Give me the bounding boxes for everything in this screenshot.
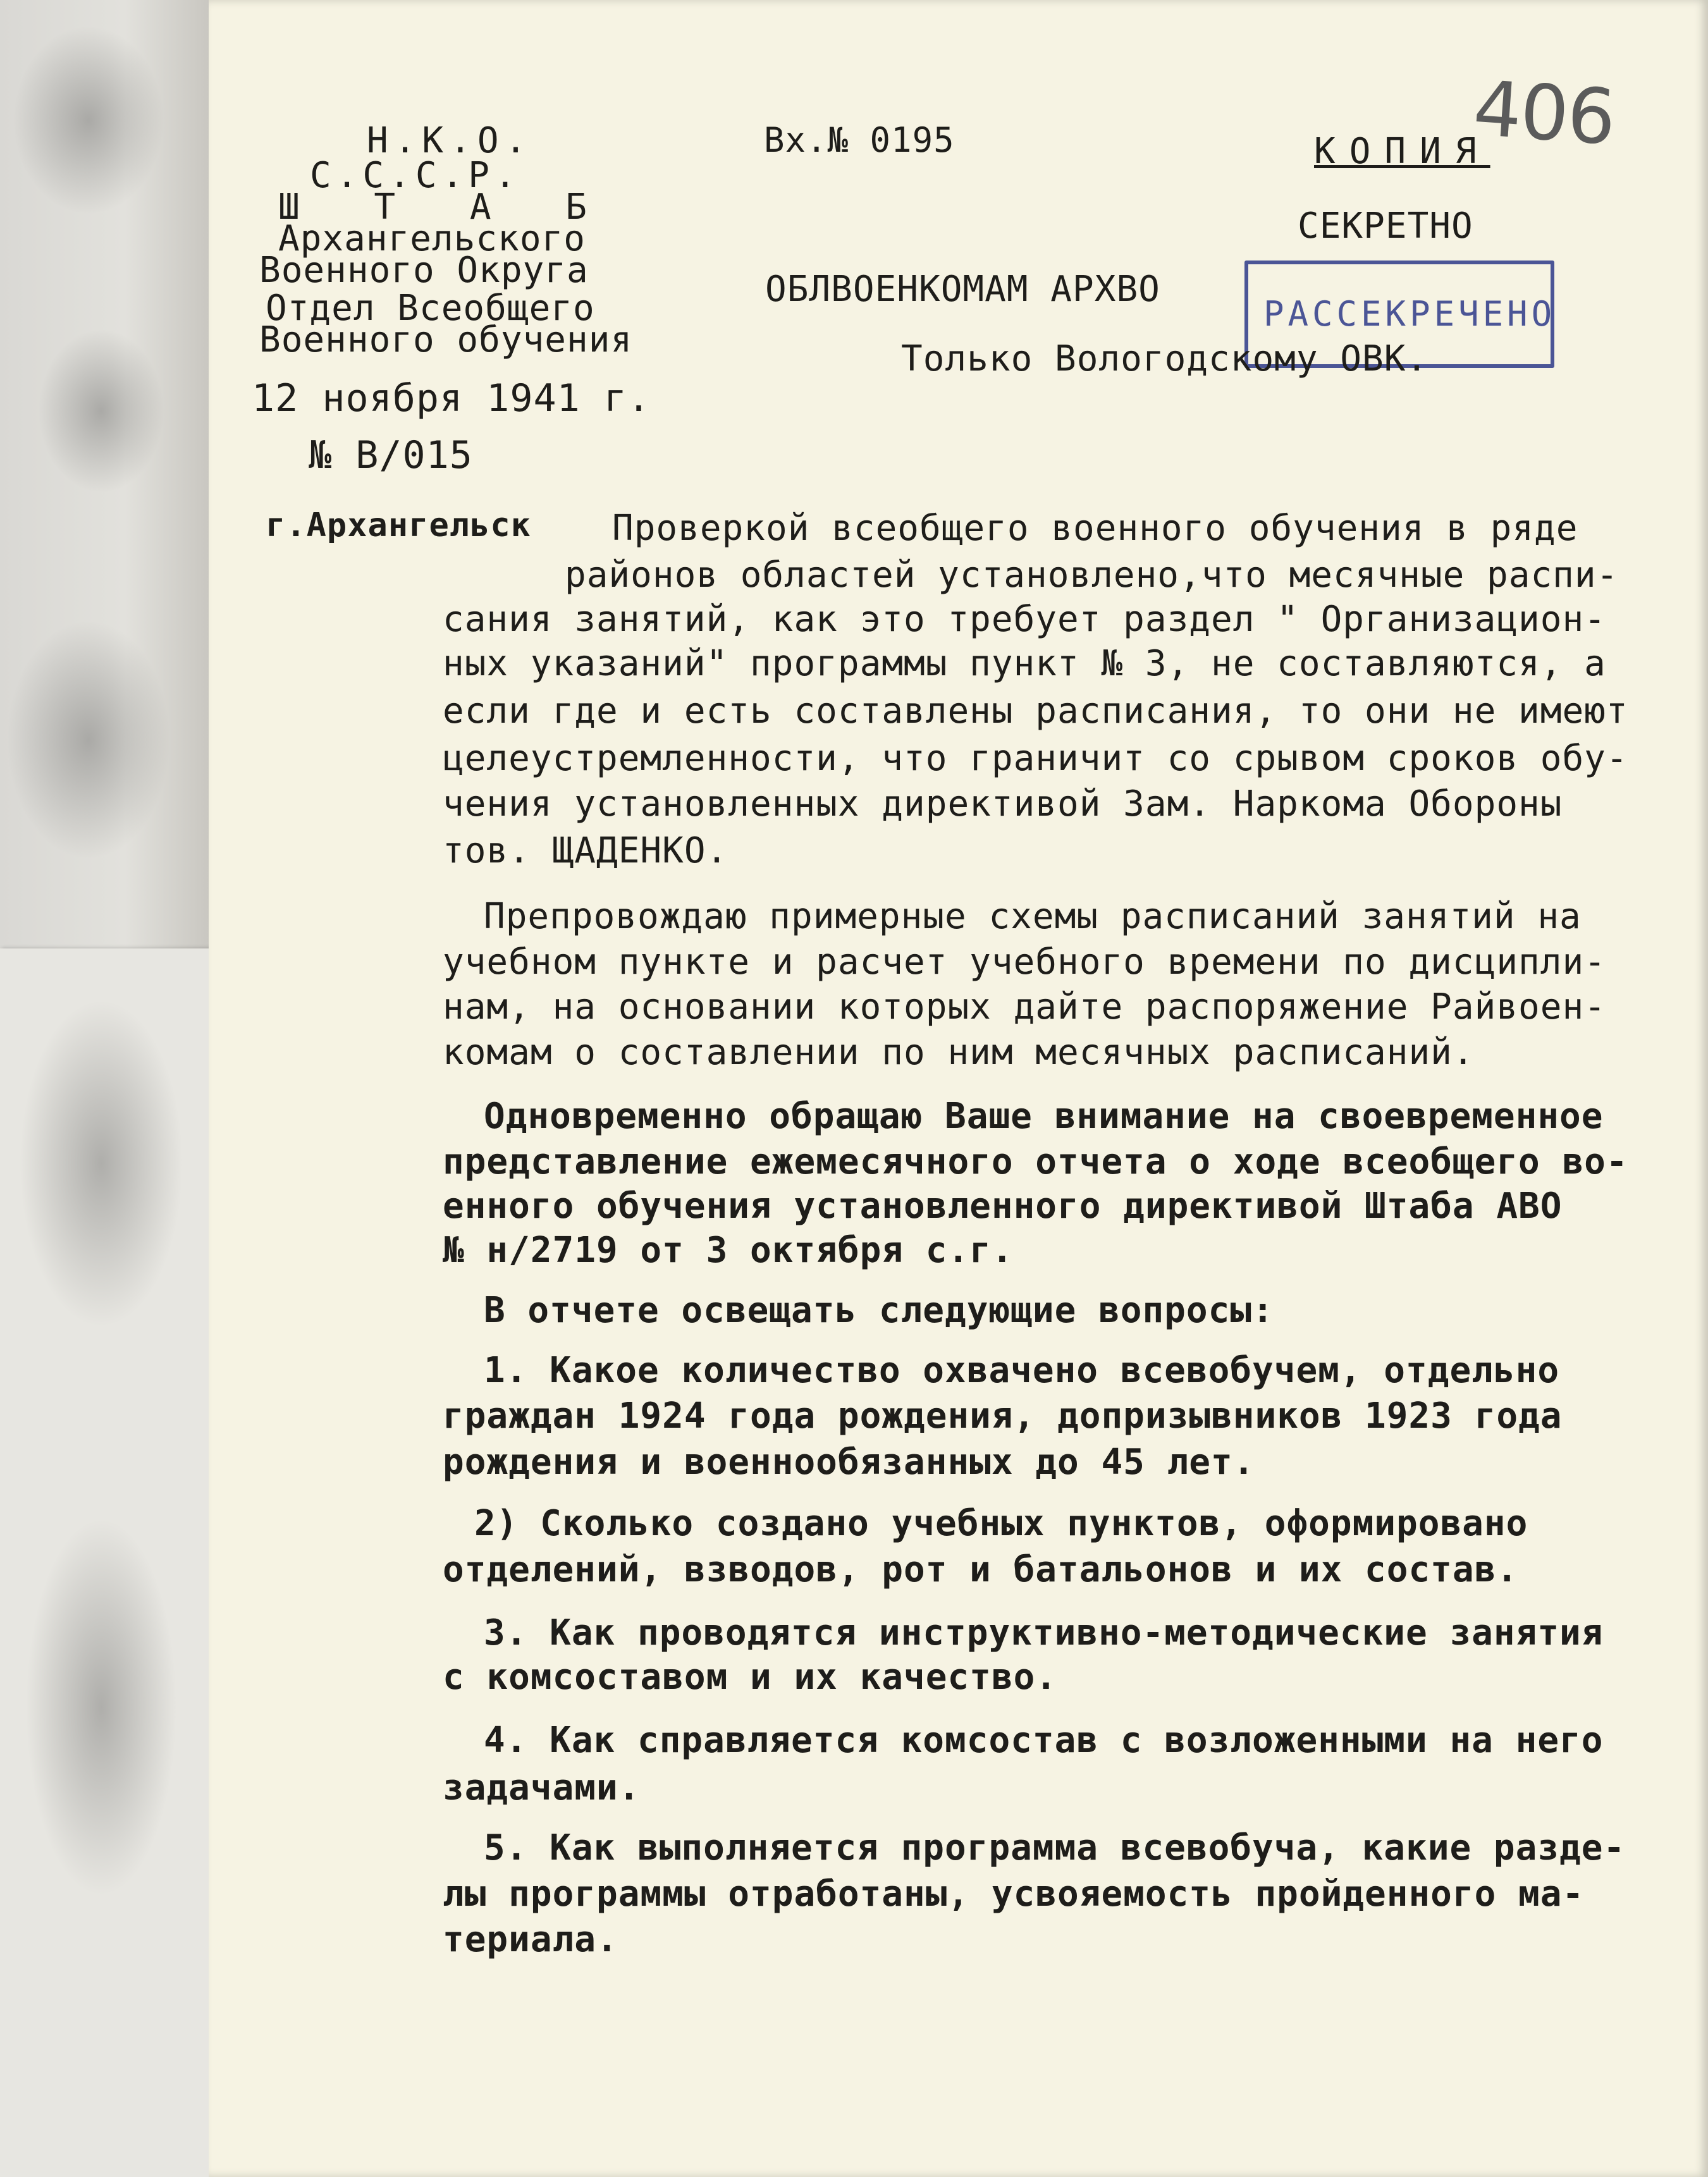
question-1-line1: 1. Какое количество охвачено всевобучем, отдельно (484, 1350, 1560, 1391)
body-p1-line4: ных указаний" программы пункт № 3, не составляются, а (443, 643, 1606, 684)
outgoing-number: № В/015 (309, 433, 473, 477)
question-5-line3: териала. (443, 1919, 618, 1960)
body-p2-line3: нам, на основании которых дайте распоряжение Райвоен- (443, 986, 1606, 1027)
adjacent-page-strip (0, 0, 209, 2177)
body-p1-line6: целеустремленности, что граничит со срывом сроков обу- (443, 738, 1628, 779)
ink-smudge (38, 329, 164, 493)
question-3-line1: 3. Как проводятся инструктивно-методические занятия (484, 1612, 1604, 1653)
body-p2-line2: учебном пункте и расчет учебного времени по дисципли- (443, 941, 1606, 983)
addressee-secondary: Только Вологодскому ОВК. (901, 338, 1428, 379)
ink-smudge (13, 25, 164, 215)
body-p1-line1: Проверкой всеобщего военного обучения в ряде (612, 508, 1578, 549)
question-2-line1: 2) Сколько создано учебных пунктов, оформировано (474, 1503, 1528, 1544)
body-p3-line3: енного обучения установленного директивой Штаба АВО (443, 1186, 1563, 1227)
body-p3-line2: представление ежемесячного отчета о ходе всеобщего во- (443, 1141, 1628, 1182)
body-questions-intro: В отчете освещать следующие вопросы: (484, 1290, 1274, 1331)
ink-smudge (19, 999, 183, 1328)
question-5-line1: 5. Как выполняется программа всевобуча, какие разде- (484, 1827, 1626, 1868)
header-org-nko: Н.К.О. (367, 120, 533, 161)
incoming-number: Вх.№ 0195 (764, 120, 955, 160)
copy-mark: КОПИЯ (1314, 131, 1490, 172)
body-p1-line3: сания занятий, как это требует раздел " Организацион- (443, 599, 1606, 640)
header-org-dept-1: Отдел Всеобщего (266, 288, 595, 329)
ink-smudge (25, 1518, 177, 1897)
underlying-sheet-edge (0, 948, 218, 2177)
body-p1-line8: тов. ЩАДЕНКО. (443, 830, 728, 871)
secret-mark: СЕКРЕТНО (1298, 205, 1473, 247)
city-name: г.Архангельск (266, 506, 531, 544)
addressee-primary: ОБЛВОЕНКОМАМ АРХВО (765, 269, 1160, 310)
header-org-dept-2: Военного обучения (259, 319, 633, 360)
body-p3-line1: Одновременно обращаю Ваше внимание на своевременное (484, 1096, 1604, 1137)
body-p1-line2: районов областей установлено,что месячные распи- (565, 555, 1619, 596)
question-4-line1: 4. Как справляется комсостав с возложенными на него (484, 1720, 1604, 1761)
question-1-line3: рождения и военнообязанных до 45 лет. (443, 1442, 1255, 1483)
header-org-shtab: Ш Т А Б (278, 187, 614, 228)
body-p1-line5: если где и есть составлены расписания, то они не имеют (443, 690, 1628, 732)
body-p1-line7: чения установленных директивой Зам. Наркома Обороны (443, 783, 1563, 825)
question-1-line2: граждан 1924 года рождения, допризывников 1923 года (443, 1395, 1563, 1437)
question-4-line2: задачами. (443, 1767, 641, 1808)
question-5-line2: лы программы отработаны, усвояемость пройденного ма- (443, 1873, 1585, 1915)
document-date: 12 ноября 1941 г. (252, 376, 651, 420)
body-p2-line4: комам о составлении по ним месячных расписаний. (443, 1032, 1475, 1073)
body-p3-line4: № н/2719 от 3 октября с.г. (443, 1230, 1014, 1271)
handwritten-page-number: 406 (1470, 64, 1618, 163)
ink-smudge (6, 620, 171, 860)
header-org-sssr: С.С.С.Р. (310, 155, 521, 196)
question-3-line2: с комсоставом и их качество. (443, 1657, 1058, 1698)
question-2-line2: отделений, взводов, рот и батальонов и их состав. (443, 1549, 1519, 1590)
header-org-district-2: Военного Округа (259, 250, 589, 291)
body-p2-line1: Препровождаю примерные схемы расписаний занятий на (484, 896, 1582, 937)
declassified-stamp-text: РАССЕКРЕЧЕНО (1263, 294, 1556, 334)
header-org-district-1: Архангельского (278, 218, 586, 259)
